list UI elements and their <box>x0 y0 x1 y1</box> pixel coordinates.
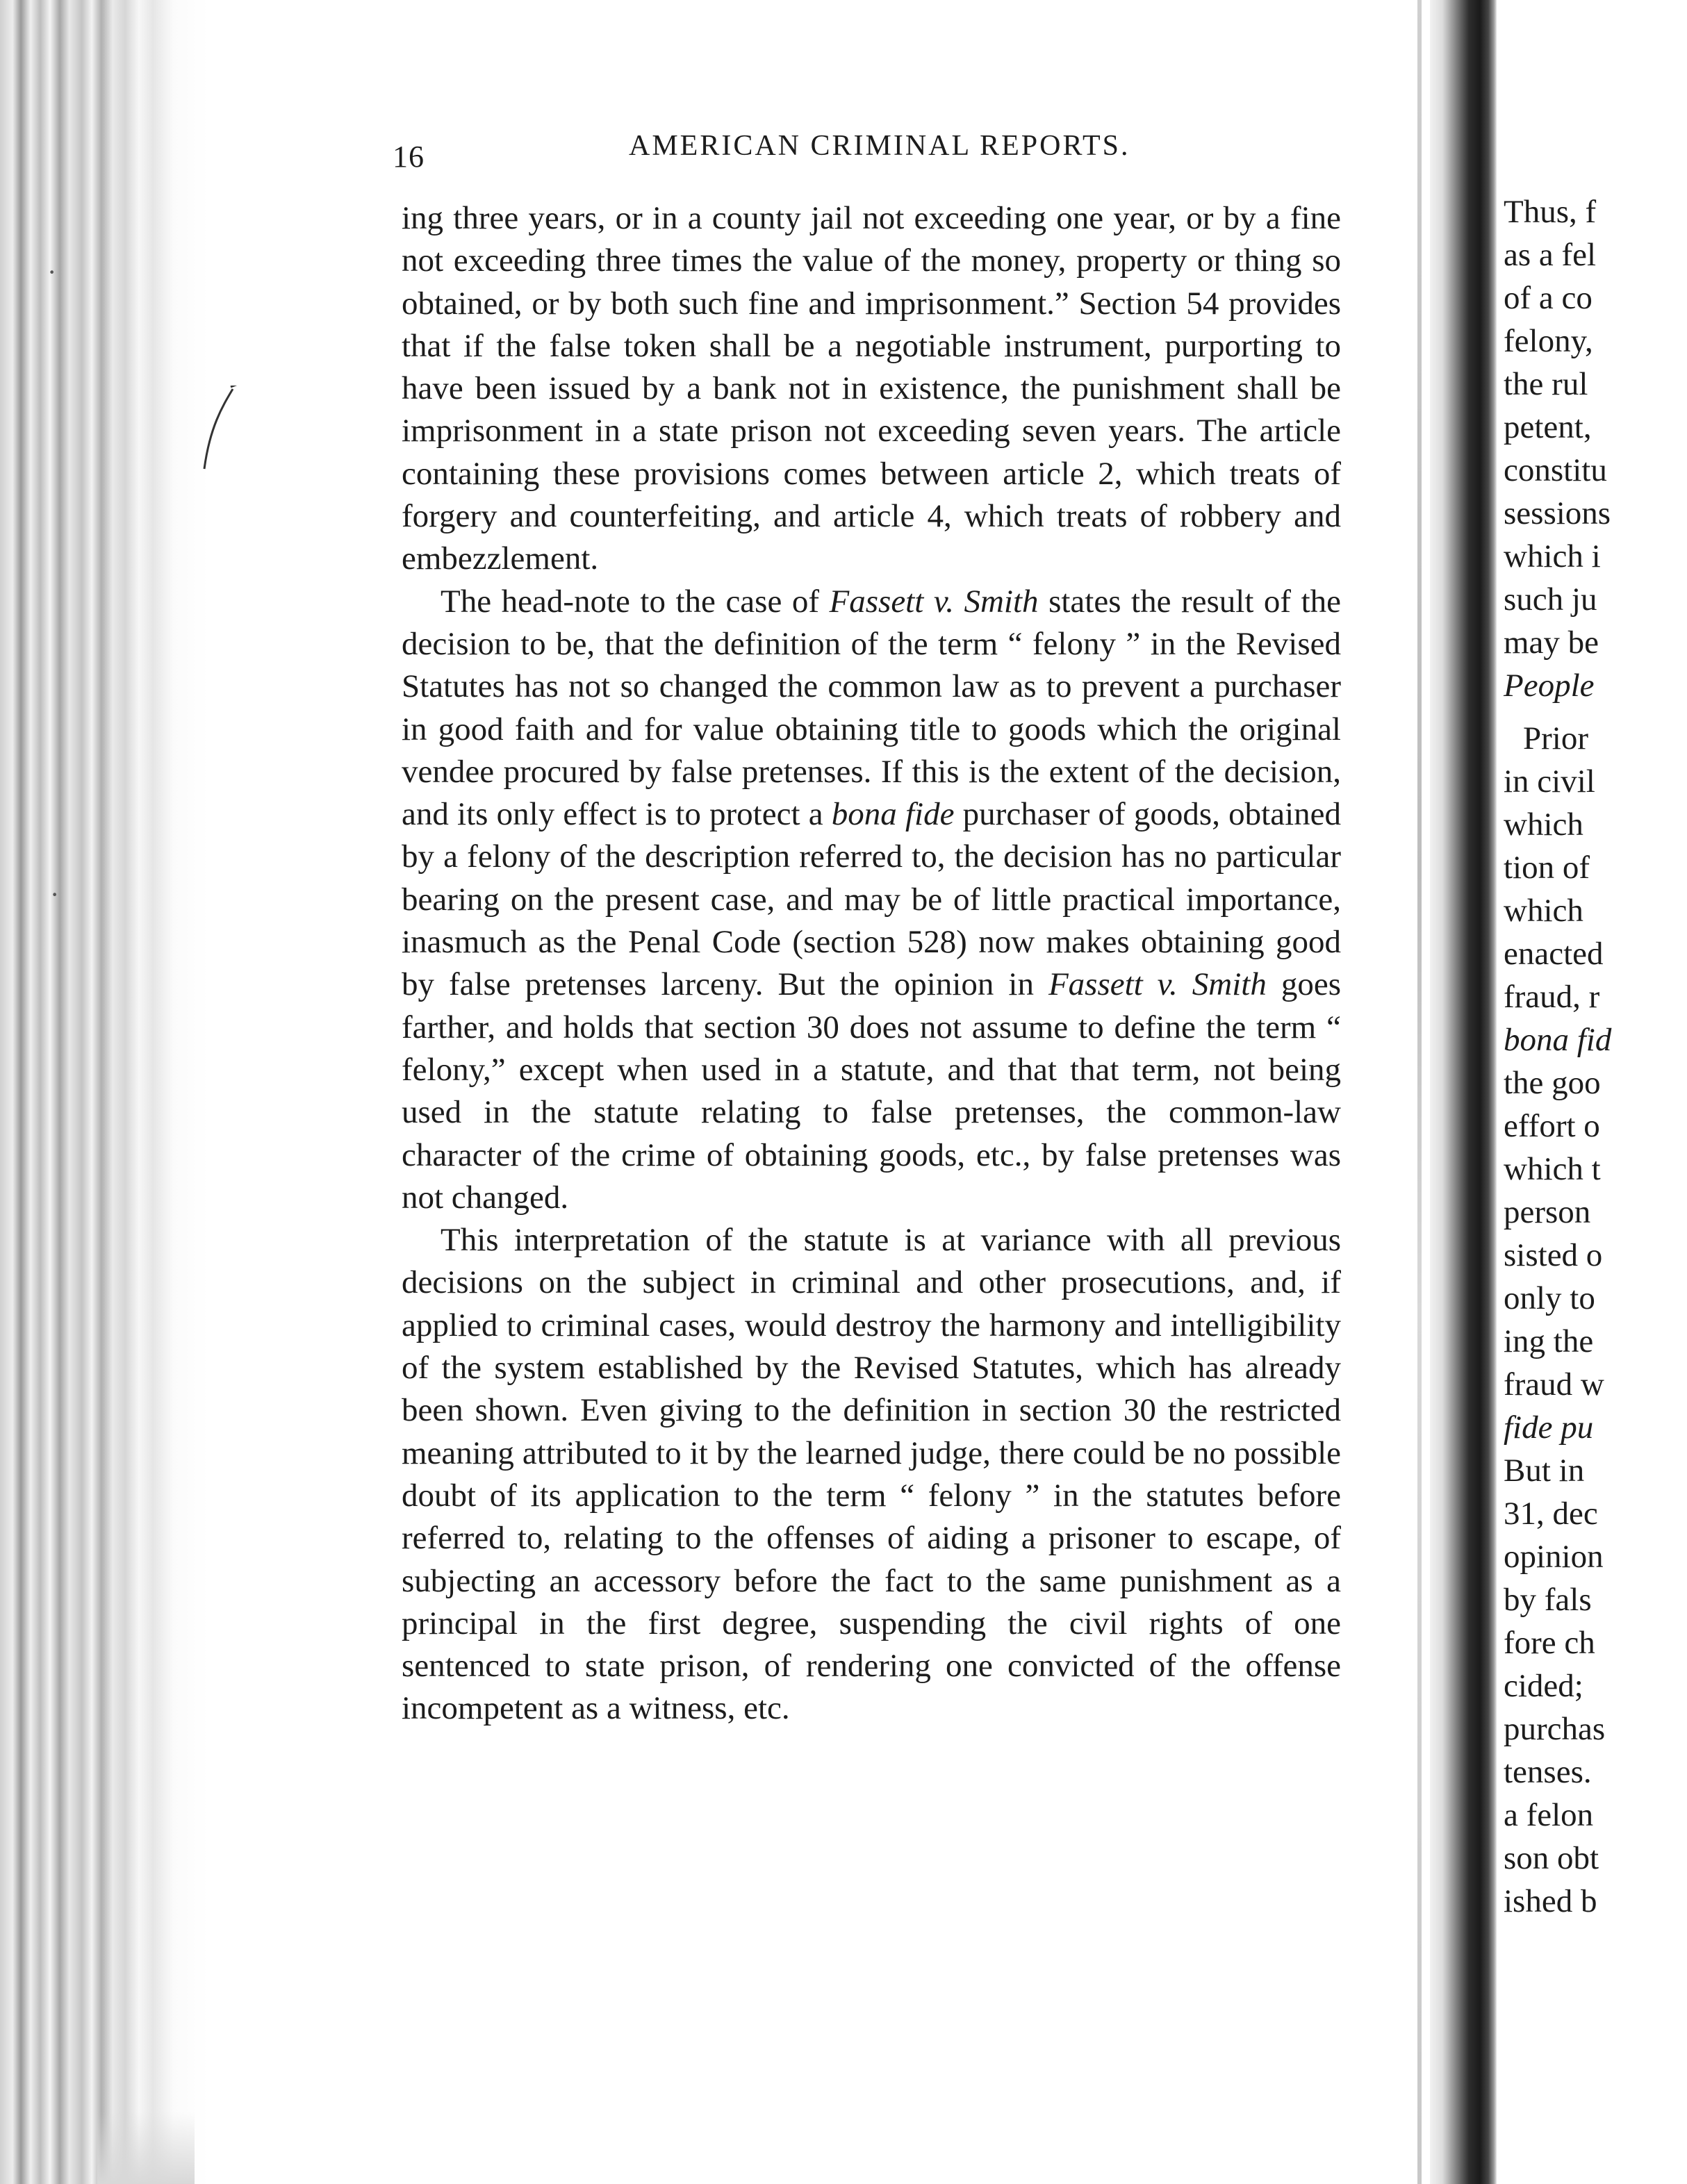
running-head: AMERICAN CRIMINAL REPORTS. <box>629 130 1130 162</box>
right-page-line: the goo <box>1504 1065 1601 1101</box>
text-run: The head-note to the case of <box>441 583 830 620</box>
right-page-line: as a fel <box>1504 237 1597 273</box>
right-page-line: Prior <box>1523 720 1588 756</box>
italic-case-name: Fassett v. Smith <box>1048 966 1267 1003</box>
right-page-line: tenses. <box>1504 1754 1592 1790</box>
right-page-line: felony, <box>1504 323 1593 359</box>
paragraph <box>402 581 1341 1219</box>
text-run: This interpretation of the statute is at variance with all previous decisions on the subject in criminal and other prosecutions, and, if applied to criminal cases, would destroy the harmony and intelligibility of the system established by the Revised Statutes, which has already been shown. Even giving to the definition in section 30 the restricted meaning attributed to it by the learned judge, there could be no possible doubt of its application to the term “ felony ” in the statutes before referred to, relating to the offenses of aiding a prisoner to escape, of subjecting an accessory before the fact to the same punishment as a principal in the first degree, suspending the civil rights of one sentenced to state prison, of rendering one convicted of the offense incompetent as a witness, etc. <box>402 1222 1341 1727</box>
right-page-line: only to <box>1504 1280 1595 1316</box>
right-page-line: son obt <box>1504 1840 1599 1876</box>
right-page-line: which <box>1504 806 1583 843</box>
stray-mark-mid: · <box>50 879 60 910</box>
right-page-line: such ju <box>1504 581 1597 618</box>
italic-case-name: bona fide <box>831 796 955 833</box>
right-page-line: purchas <box>1504 1711 1606 1747</box>
right-page-line: 31, dec <box>1504 1496 1598 1532</box>
book-gutter <box>0 0 208 2184</box>
right-page-line: sessions <box>1504 495 1611 531</box>
right-page-line: a felon <box>1504 1797 1594 1833</box>
right-page-line: People <box>1504 668 1595 704</box>
right-page-line: ished b <box>1504 1883 1597 1919</box>
right-page-line: bona fid <box>1504 1022 1612 1058</box>
right-page-fragment <box>1501 0 1687 2184</box>
right-page-line: effort o <box>1504 1108 1600 1144</box>
right-page-line: fraud, r <box>1504 979 1600 1015</box>
right-page-line: which <box>1504 893 1583 929</box>
text-run: goes farther, and holds that section 30 does not assume to define the term “ felony,” except when used in a statute, and that that term, not being used in the statute relating to false pretenses, the common-law character of the crime of obtaining goods, etc., by false pretenses was not changed. <box>402 966 1341 1216</box>
right-page-line: tion of <box>1504 850 1590 886</box>
page-edge-line <box>1417 0 1422 2184</box>
right-page-line: enacted <box>1504 936 1604 972</box>
stray-mark-top: · <box>47 256 57 288</box>
right-page-line: fraud w <box>1504 1366 1604 1403</box>
right-page-line: by fals <box>1504 1582 1592 1618</box>
paragraph <box>402 197 1341 581</box>
text-run: states the result of the decision to be, that the definition of the term “ felony ” in the Revised Statutes has not so changed the common law as to prevent a purchaser in good faith and for value obtaining title to goods which the original vendee procured by false pretenses. If this is the extent of the decision, and its only effect is to protect a <box>402 583 1342 833</box>
right-page-line: cided; <box>1504 1668 1583 1704</box>
right-page-line: person <box>1504 1194 1591 1230</box>
right-page-line: may be <box>1504 624 1599 661</box>
page-number: 16 <box>393 140 425 174</box>
right-page-line: Thus, f <box>1504 194 1597 230</box>
right-page-line: in civil <box>1504 763 1595 800</box>
gutter-shadow <box>97 2112 195 2184</box>
italic-case-name: Fassett v. Smith <box>829 583 1039 620</box>
right-page-line: petent, <box>1504 409 1592 445</box>
right-page-line: sisted o <box>1504 1237 1603 1273</box>
right-page-line: But in <box>1504 1453 1585 1489</box>
right-page-line: opinion <box>1504 1539 1604 1575</box>
right-page-line: the rul <box>1504 366 1588 402</box>
right-page-line: ing the <box>1504 1323 1594 1359</box>
book-spine <box>1430 0 1497 2184</box>
pencil-margin-mark <box>195 386 250 476</box>
paragraph <box>402 1219 1341 1730</box>
right-page-line: which i <box>1504 538 1601 574</box>
left-page-body <box>402 197 1341 1730</box>
right-page-line: of a co <box>1504 280 1593 316</box>
text-run: ing three years, or in a county jail not exceeding one year, or by a fine not exceeding three times the value of the money, property or thing so obtained, or by both such fine and imprisonment.” Section 54 provides that if the false token shall be a negotiable instrument, purporting to have been issued by a bank not in existence, the punishment shall be imprisonment in a state prison not exceeding seven years. The article containing these provisions comes between article 2, which treats of forgery and counterfeiting, and article 4, which treats of robbery and embezzlement. <box>402 200 1341 577</box>
text-run: purchaser of goods, obtained by a felony of the description referred to, the decision has no particular bearing on the present case, and may be of little practical importance, inasmuch as the Penal Code (section 528) now makes obtaining good by false pretenses larceny. But the opinion in <box>402 796 1341 1003</box>
right-page-line: which t <box>1504 1151 1601 1187</box>
right-page-line: fore ch <box>1504 1625 1595 1661</box>
right-page-line: fide pu <box>1504 1409 1594 1446</box>
right-page-line: constitu <box>1504 452 1607 488</box>
